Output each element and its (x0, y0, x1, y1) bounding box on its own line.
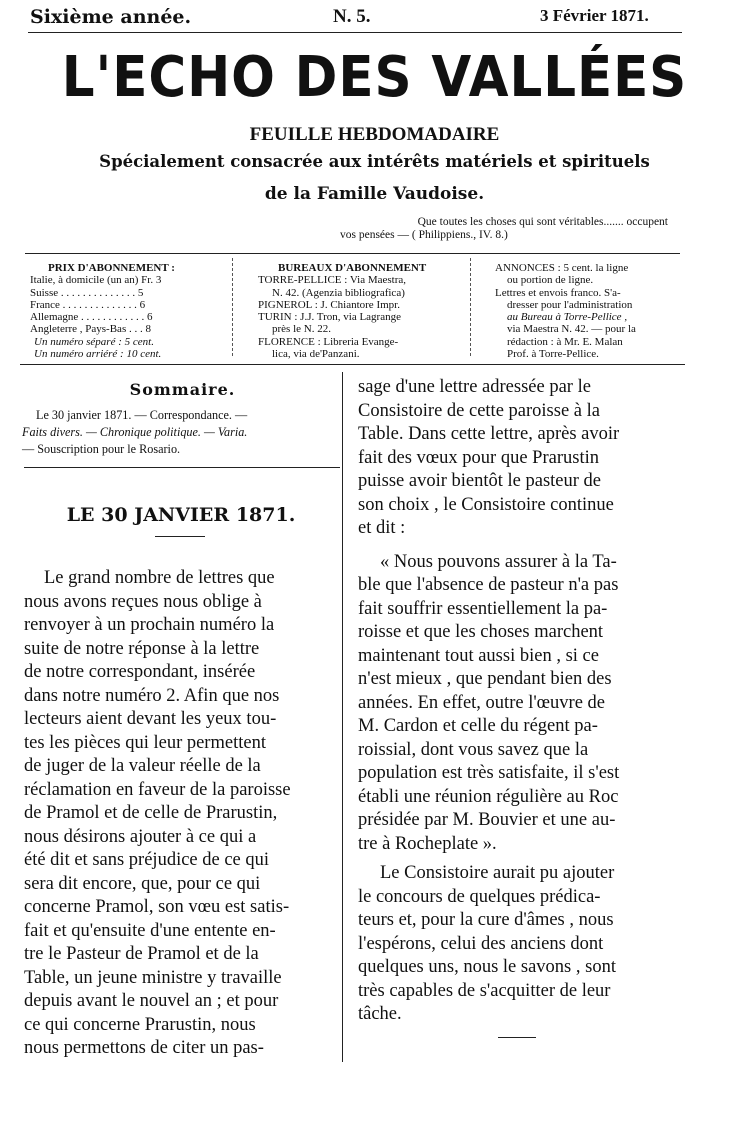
price-row: Allemagne . . . . . . . . . . . . 6 (30, 311, 153, 324)
text-line: été dit et sans préjudice de ce qui (24, 850, 270, 870)
annonce-row: au Bureau à Torre-Pellice , (507, 311, 628, 324)
text-line: concerne Pramol, son vœu est satis- (24, 897, 290, 917)
text-line: années. En effet, outre l'œuvre de (358, 692, 605, 713)
annonce-row: Prof. à Torre-Pellice. (507, 348, 599, 361)
bureau-row: près le N. 22. (272, 323, 331, 336)
text-line: roisse et que les choses marchent (358, 622, 604, 642)
bureau-row: TORRE-PELLICE : Via Maestra, (258, 274, 407, 287)
header-rule-upper (25, 253, 680, 254)
text-line: Le Consistoire aurait pu ajouter (380, 863, 615, 883)
text-line: le concours de quelques prédica- (358, 886, 601, 907)
text-line: de Pramol et de celle de Prarustin, (24, 803, 278, 823)
text-line: ce qui concerne Prarustin, nous (24, 1014, 256, 1035)
price-row: Un numéro arriéré : 10 cent. (34, 348, 162, 361)
issue-number: N. 5. (333, 6, 371, 27)
epigraph-line-2: vos pensées — ( Philippiens., IV. 8.) (340, 229, 508, 241)
text-line: tre le Pasteur de Pramol et de la (24, 944, 259, 964)
text-line: de juger de la valeur réelle de la (24, 756, 261, 776)
text-line: Le grand nombre de lettres que (44, 568, 275, 588)
text-line: depuis avant le nouvel an ; et pour (24, 991, 279, 1011)
text-line: fait et qu'ensuite d'une entente en- (24, 920, 276, 941)
text-line: sage d'une lettre adressée par le (358, 377, 591, 397)
subtitle-feuille: FEUILLE HEBDOMADAIRE (249, 124, 500, 145)
text-line: roissial, dont vous savez que la (358, 739, 589, 760)
text-line: renvoyer à un prochain numéro la (24, 615, 275, 635)
edition-year: Sixième année. (30, 6, 192, 28)
end-rule (498, 1037, 536, 1038)
annonce-row: dresser pour l'administration (507, 298, 633, 311)
sommaire-line: Faits divers. — Chronique politique. — Varia. (22, 425, 248, 439)
bureaux-box (258, 262, 463, 360)
header-rule-lower (20, 364, 685, 365)
text-line: population est très satisfaite, il s'est (358, 763, 620, 783)
text-line: tre à Rocheplate ». (358, 833, 497, 854)
text-line: établi une réunion régulière au Roc (358, 786, 619, 807)
text-line: présidée par M. Bouvier et une au- (358, 810, 616, 830)
text-line: tâche. (358, 1004, 402, 1024)
text-line: et dit : (358, 518, 406, 538)
text-line: n'est mieux , que pendant bien des (358, 669, 612, 689)
price-row: Italie, à domicile (un an) Fr. 3 (30, 274, 162, 287)
bureau-row: FLORENCE : Libreria Evange- (258, 335, 399, 348)
price-row: Un numéro séparé : 5 cent. (34, 335, 154, 348)
sommaire-line: Le 30 janvier 1871. — Correspondance. — (36, 408, 248, 422)
title-underline (155, 536, 205, 537)
annonces-box (495, 262, 680, 360)
subtitle-specialement: Spécialement consacrée aux intérêts matériels et spirituels (99, 152, 650, 171)
text-line: ble que l'absence de pasteur n'a pas (358, 575, 619, 595)
annonce-row: ANNONCES : 5 cent. la ligne (495, 262, 629, 274)
text-line: nous permettons de citer un pas- (24, 1038, 264, 1058)
annonce-row: ou portion de ligne. (507, 274, 594, 287)
prices-box (30, 262, 225, 360)
text-line: dans notre numéro 2. Afin que nos (24, 685, 280, 706)
annonce-row: rédaction : à Mr. E. Malan (507, 335, 623, 348)
article-right-column (358, 376, 683, 1027)
text-line: sera dit encore, que, pour ce qui (24, 873, 261, 894)
sommaire-title: Sommaire. (129, 380, 236, 399)
annonce-row: Lettres et envois franco. S'a- (495, 286, 621, 299)
article-left-column (24, 567, 340, 1061)
sommaire-body (22, 407, 340, 458)
epigraph-line-1: Que toutes les choses qui sont véritables....... occupent (417, 216, 668, 228)
subtitle-famille: de la Famille Vaudoise. (264, 184, 485, 204)
sommaire-rule (24, 467, 340, 468)
issue-date: 3 Février 1871. (540, 6, 649, 25)
bureau-row: lica, via de'Panzani. (272, 348, 360, 361)
price-row: Angleterre , Pays-Bas . . . 8 (30, 323, 151, 336)
sommaire-line: — Souscription pour le Rosario. (22, 442, 181, 456)
text-line: nous avons reçues nous oblige à (24, 591, 262, 612)
column-divider (342, 372, 343, 1062)
box-separator (232, 258, 239, 356)
price-row: Suisse . . . . . . . . . . . . . . 5 (30, 286, 144, 299)
epigraph (328, 216, 668, 242)
text-line: fait des vœux pour que Prarustin (358, 447, 599, 468)
price-row: France . . . . . . . . . . . . . . 6 (30, 298, 146, 311)
masthead-title: L'ECHO DES VALLÉES (61, 45, 688, 110)
prices-title: PRIX D'ABONNEMENT : (48, 262, 175, 274)
text-line: teurs et, pour la cure d'âmes , nous (358, 910, 614, 930)
text-line: Table. Dans cette lettre, après avoir (358, 424, 620, 444)
text-line: tes les pièces qui leur permettent (24, 732, 266, 753)
text-line: suite de notre réponse à la lettre (24, 638, 260, 659)
text-line: son choix , le Consistoire continue (358, 494, 614, 515)
top-rule (28, 32, 682, 33)
text-line: Table, un jeune ministre y travaille (24, 967, 282, 988)
text-line: nous désirons ajouter à ce qui a (24, 826, 257, 847)
text-line: fait souffrir essentiellement la pa- (358, 598, 608, 619)
text-line: de notre correspondant, insérée (24, 662, 256, 682)
bureaux-title: BUREAUX D'ABONNEMENT (278, 262, 427, 274)
bureau-row: N. 42. (Agenzia bibliografica) (272, 286, 405, 299)
article-title: LE 30 JANVIER 1871. (66, 504, 296, 526)
annonce-row: via Maestra N. 42. — pour la (507, 323, 636, 336)
text-line: maintenant tout aussi bien , si ce (358, 645, 599, 666)
box-separator (470, 258, 477, 356)
text-line: Consistoire de cette paroisse à la (358, 400, 600, 421)
text-line: « Nous pouvons assurer à la Ta- (380, 551, 617, 572)
text-line: M. Cardon et celle du régent pa- (358, 716, 598, 736)
text-line: très capables de s'acquitter de leur (358, 980, 611, 1001)
text-line: puisse avoir bientôt le pasteur de (358, 471, 602, 491)
text-line: quelques uns, nous le savons , sont (358, 957, 616, 977)
text-line: lecteurs aient devant les yeux tou- (24, 709, 277, 729)
text-line: réclamation en faveur de la paroisse (24, 779, 291, 800)
text-line: l'espérons, celui des anciens dont (358, 933, 604, 954)
bureau-row: TURIN : J.J. Tron, via Lagrange (258, 311, 401, 324)
bureau-row: PIGNEROL : J. Chiantore Impr. (258, 298, 400, 311)
